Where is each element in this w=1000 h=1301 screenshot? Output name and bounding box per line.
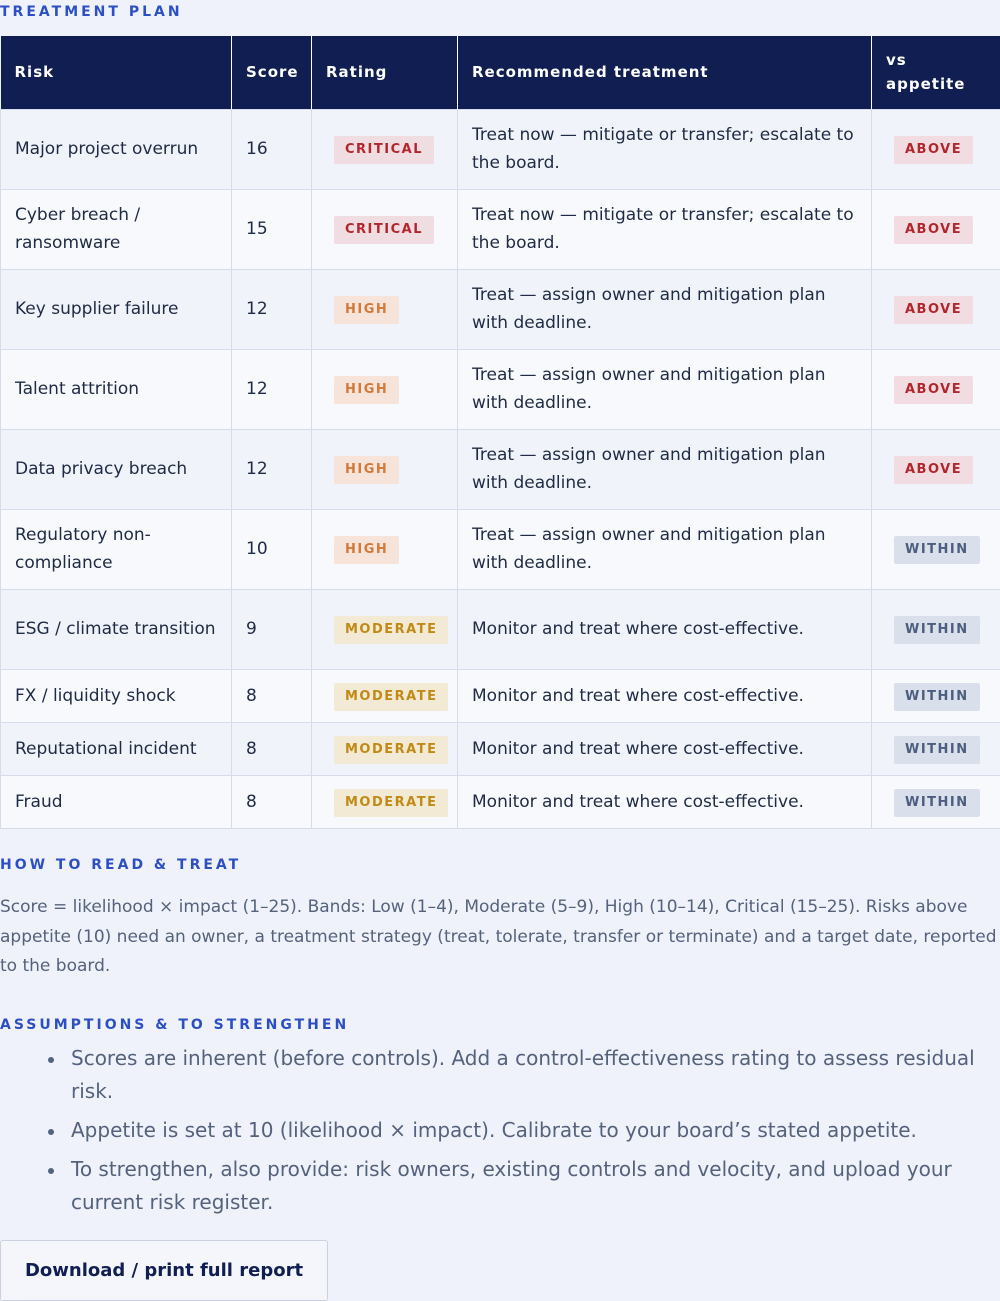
bullet-icon [48, 1168, 54, 1174]
appetite-badge: WITHIN [894, 536, 980, 564]
risk-name: FX / liquidity shock [1, 669, 232, 722]
table-row [1, 109, 1000, 189]
rating-badge: HIGH [334, 536, 399, 564]
risk-score: 10 [232, 509, 312, 589]
risk-score: 8 [232, 669, 312, 722]
appetite-badge: ABOVE [894, 216, 973, 244]
how-to-read-text: Score = likelihood × impact (1–25). Bands: Low (1–4), Moderate (5–9), High (10–14), Critical (15–25). Risks above appetite (10) need an owner, a treatment strategy (treat, tolerate, transfer or terminate) and a target date, reported to the board. [0, 897, 997, 976]
appetite-badge: WITHIN [894, 683, 980, 711]
appetite-badge: WITHIN [894, 736, 980, 764]
appetite-badge: ABOVE [894, 456, 973, 484]
column-header-score: Score [232, 36, 312, 109]
rating-badge: HIGH [334, 456, 399, 484]
list-item [48, 1153, 998, 1219]
assumption-text: To strengthen, also provide: risk owners, existing controls and velocity, and upload your current risk register. [71, 1157, 952, 1214]
risk-score: 12 [232, 349, 312, 429]
bullet-icon [48, 1057, 54, 1063]
assumptions-heading: ASSUMPTIONS & TO STRENGTHEN [0, 1017, 350, 1033]
table-row [1, 669, 1000, 722]
risk-score: 12 [232, 269, 312, 349]
treatment-text: Treat now — mitigate or transfer; escalate to the board. [458, 189, 872, 269]
table-row [1, 509, 1000, 589]
table-row [1, 722, 1000, 775]
risk-name: Talent attrition [1, 349, 232, 429]
appetite-badge: ABOVE [894, 296, 973, 324]
rating-badge: MODERATE [334, 736, 448, 764]
rating-badge: CRITICAL [334, 216, 434, 244]
treatment-text: Treat — assign owner and mitigation plan with deadline. [458, 349, 872, 429]
table-header-row [1, 36, 1000, 109]
how-to-read-heading: HOW TO READ & TREAT [0, 857, 242, 873]
treatment-plan-heading: TREATMENT PLAN [0, 4, 183, 20]
bullet-icon [48, 1129, 54, 1135]
appetite-badge: WITHIN [894, 616, 980, 644]
column-header-risk: Risk [1, 36, 232, 109]
table-row [1, 349, 1000, 429]
treatment-text: Treat now — mitigate or transfer; escalate to the board. [458, 109, 872, 189]
treatment-plan-table [0, 36, 1000, 829]
risk-name: Key supplier failure [1, 269, 232, 349]
rating-badge: CRITICAL [334, 136, 434, 164]
appetite-badge: ABOVE [894, 136, 973, 164]
risk-score: 8 [232, 722, 312, 775]
risk-score: 8 [232, 775, 312, 828]
risk-name: Reputational incident [1, 722, 232, 775]
table-row [1, 775, 1000, 828]
treatment-text: Monitor and treat where cost-effective. [458, 722, 872, 775]
risk-name: Cyber breach / ransomware [1, 189, 232, 269]
assumption-text: Scores are inherent (before controls). Add a control-effectiveness rating to assess residual risk. [71, 1046, 975, 1103]
rating-badge: HIGH [334, 296, 399, 324]
risk-name: Regulatory non-compliance [1, 509, 232, 589]
rating-badge: MODERATE [334, 683, 448, 711]
risk-score: 15 [232, 189, 312, 269]
risk-name: Fraud [1, 775, 232, 828]
risk-score: 16 [232, 109, 312, 189]
risk-name: Data privacy breach [1, 429, 232, 509]
risk-score: 12 [232, 429, 312, 509]
column-header-appetite: vs appetite [872, 36, 1000, 109]
treatment-text: Treat — assign owner and mitigation plan with deadline. [458, 429, 872, 509]
risk-name: ESG / climate transition [1, 589, 232, 669]
column-header-treatment: Recommended treatment [458, 36, 872, 109]
table-row [1, 429, 1000, 509]
risk-name: Major project overrun [1, 109, 232, 189]
list-item [48, 1042, 998, 1108]
treatment-text: Monitor and treat where cost-effective. [458, 775, 872, 828]
assumption-text: Appetite is set at 10 (likelihood × impact). Calibrate to your board’s stated appetite. [71, 1118, 917, 1142]
download-report-button[interactable]: Download / print full report [0, 1240, 328, 1301]
table-row [1, 589, 1000, 669]
appetite-badge: ABOVE [894, 376, 973, 404]
column-header-rating: Rating [312, 36, 458, 109]
risk-score: 9 [232, 589, 312, 669]
table-row [1, 189, 1000, 269]
assumptions-list [48, 1042, 998, 1225]
treatment-text: Treat — assign owner and mitigation plan with deadline. [458, 269, 872, 349]
rating-badge: HIGH [334, 376, 399, 404]
table-row [1, 269, 1000, 349]
treatment-text: Treat — assign owner and mitigation plan with deadline. [458, 509, 872, 589]
list-item [48, 1114, 998, 1147]
rating-badge: MODERATE [334, 616, 448, 644]
rating-badge: MODERATE [334, 789, 448, 817]
appetite-badge: WITHIN [894, 789, 980, 817]
treatment-text: Monitor and treat where cost-effective. [458, 669, 872, 722]
treatment-text: Monitor and treat where cost-effective. [458, 589, 872, 669]
